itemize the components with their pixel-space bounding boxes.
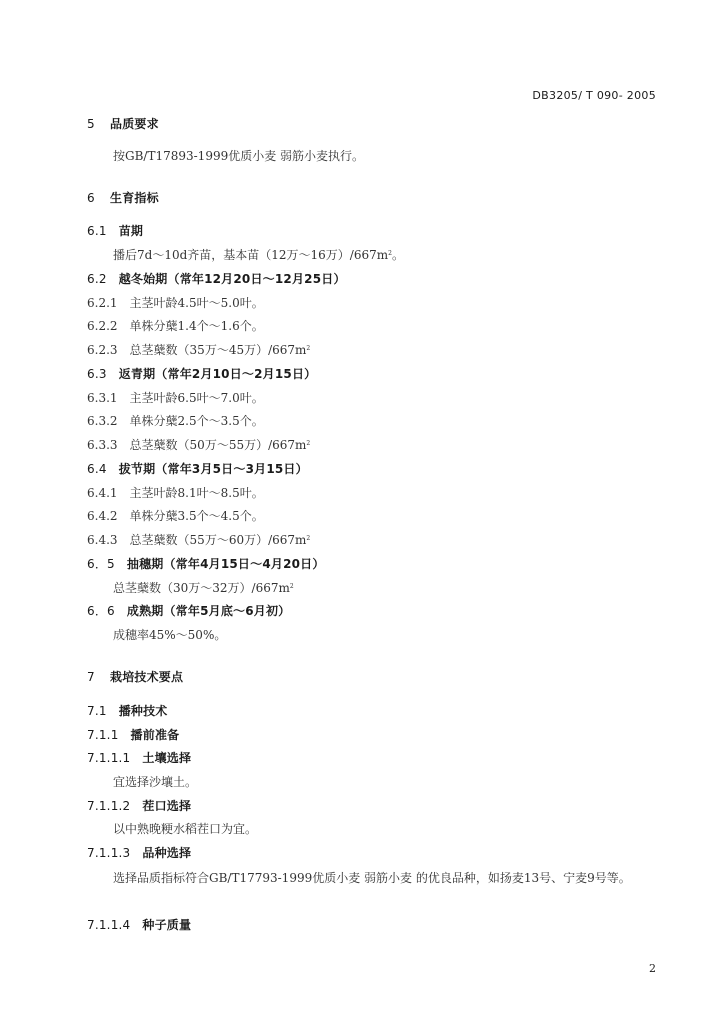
section-6-3 <box>87 366 316 382</box>
section-title: 茬口选择 <box>142 799 192 813</box>
section-number: 6.3 <box>87 367 107 381</box>
section-number: 6.2 <box>87 272 107 286</box>
section-number: 6.2.2 <box>87 319 118 333</box>
section-title: 越冬始期（常年12月20日～12月25日） <box>118 272 346 286</box>
section-title: 返青期（常年2月10日～2月15日） <box>118 367 317 381</box>
section-number: 7.1 <box>87 704 107 718</box>
section-number: 6．6 <box>87 604 115 618</box>
section-title: 主茎叶龄4.5叶～5.0叶。 <box>129 296 264 310</box>
section-7-1-1-1 <box>87 750 191 766</box>
section-number: 6．5 <box>87 557 115 571</box>
paragraph-line <box>87 866 656 890</box>
section-7-1-1-3 <box>87 845 191 861</box>
paragraph-text: 选择品质指标符合GB/T17793-1999优质小麦 弱筋小麦 的优良品种，如扬麦13号、宁麦9号等。 <box>113 871 631 885</box>
section-7 <box>87 669 183 685</box>
section-title: 拔节期（常年3月5日～3月15日） <box>118 462 308 476</box>
section-6-2 <box>87 271 346 287</box>
section-number: 7.1.1 <box>87 728 119 742</box>
section-number: 7.1.1.1 <box>87 751 131 765</box>
section-6 <box>87 190 159 206</box>
section-number: 6 <box>87 191 95 205</box>
section-6-4 <box>87 461 308 477</box>
section-5 <box>87 116 159 132</box>
section-number: 6.4.2 <box>87 509 118 523</box>
section-7-1 <box>87 703 168 719</box>
section-title: 总茎蘖数（50万～55万）$/667m^2$ <box>129 438 311 452</box>
paragraph-line <box>113 580 294 596</box>
section-title: 栽培技术要点 <box>110 670 184 684</box>
section-title: 苗期 <box>118 224 144 238</box>
paragraph-text: 宜选择沙壤土。 <box>113 775 198 789</box>
section-title: 主茎叶龄8.1叶～8.5叶。 <box>129 486 264 500</box>
section-title: 成熟期（常年5月底～6月初） <box>126 604 291 618</box>
section-6-1 <box>87 223 143 239</box>
section-6-4-1 <box>87 485 264 501</box>
section-6-3-1 <box>87 390 264 406</box>
section-number: 7.1.1.4 <box>87 918 131 932</box>
section-number: 6.4.3 <box>87 533 118 547</box>
section-6-4-2 <box>87 508 264 524</box>
paragraph-text: 按GB/T17893-1999优质小麦 弱筋小麦执行。 <box>113 149 365 163</box>
section-title: 生育指标 <box>110 191 159 205</box>
paragraph-line <box>113 148 364 164</box>
section-6-5 <box>87 556 325 572</box>
section-6-3-3 <box>87 437 310 453</box>
section-title: 主茎叶龄6.5叶～7.0叶。 <box>129 391 264 405</box>
page-number: 2 <box>649 962 656 975</box>
section-number: 7.1.1.2 <box>87 799 131 813</box>
paragraph-text: 播后7d～10d齐苗，基本苗（12万～16万）$/667m^2$。 <box>113 248 404 262</box>
section-title: 单株分蘖3.5个～4.5个。 <box>129 509 264 523</box>
section-title: 种子质量 <box>142 918 192 932</box>
section-title: 单株分蘖1.4个～1.6个。 <box>129 319 264 333</box>
section-7-1-1 <box>87 727 179 743</box>
section-6-3-2 <box>87 413 264 429</box>
section-6-2-3 <box>87 342 310 358</box>
section-number: 6.3.2 <box>87 414 118 428</box>
section-title: 总茎蘖数（35万～45万）$/667m^2$ <box>129 343 311 357</box>
paragraph-line <box>113 774 197 790</box>
paragraph-line <box>113 247 404 263</box>
section-number: 6.3.3 <box>87 438 118 452</box>
section-number: 7.1.1.3 <box>87 846 131 860</box>
paragraph-line <box>113 821 257 837</box>
section-title: 总茎蘖数（55万～60万）$/667m^2$ <box>129 533 311 547</box>
section-title: 抽穗期（常年4月15日～4月20日） <box>126 557 325 571</box>
section-7-1-1-2 <box>87 798 191 814</box>
document-code-header: DB3205/ T 090- 2005 <box>532 89 656 102</box>
section-6-2-1 <box>87 295 264 311</box>
section-number: 6.4 <box>87 462 107 476</box>
paragraph-text: 成穗率45%～50%。 <box>113 628 227 642</box>
section-6-6 <box>87 603 290 619</box>
paragraph-line <box>113 627 226 643</box>
section-title: 土壤选择 <box>142 751 192 765</box>
section-title: 品质要求 <box>110 117 159 131</box>
section-title: 播前准备 <box>130 728 180 742</box>
section-number: 6.4.1 <box>87 486 118 500</box>
paragraph-text: 总茎蘖数（30万～32万）$/667m^2$ <box>113 581 294 595</box>
section-6-4-3 <box>87 532 310 548</box>
section-number: 7 <box>87 670 95 684</box>
paragraph-text: 以中熟晚粳水稻茬口为宜。 <box>113 822 258 836</box>
section-title: 品种选择 <box>142 846 192 860</box>
section-title: 播种技术 <box>118 704 168 718</box>
section-7-1-1-4 <box>87 917 191 933</box>
section-number: 6.2.1 <box>87 296 118 310</box>
section-number: 5 <box>87 117 95 131</box>
section-title: 单株分蘖2.5个～3.5个。 <box>129 414 264 428</box>
section-6-2-2 <box>87 318 264 334</box>
section-number: 6.1 <box>87 224 107 238</box>
section-number: 6.2.3 <box>87 343 118 357</box>
section-number: 6.3.1 <box>87 391 118 405</box>
